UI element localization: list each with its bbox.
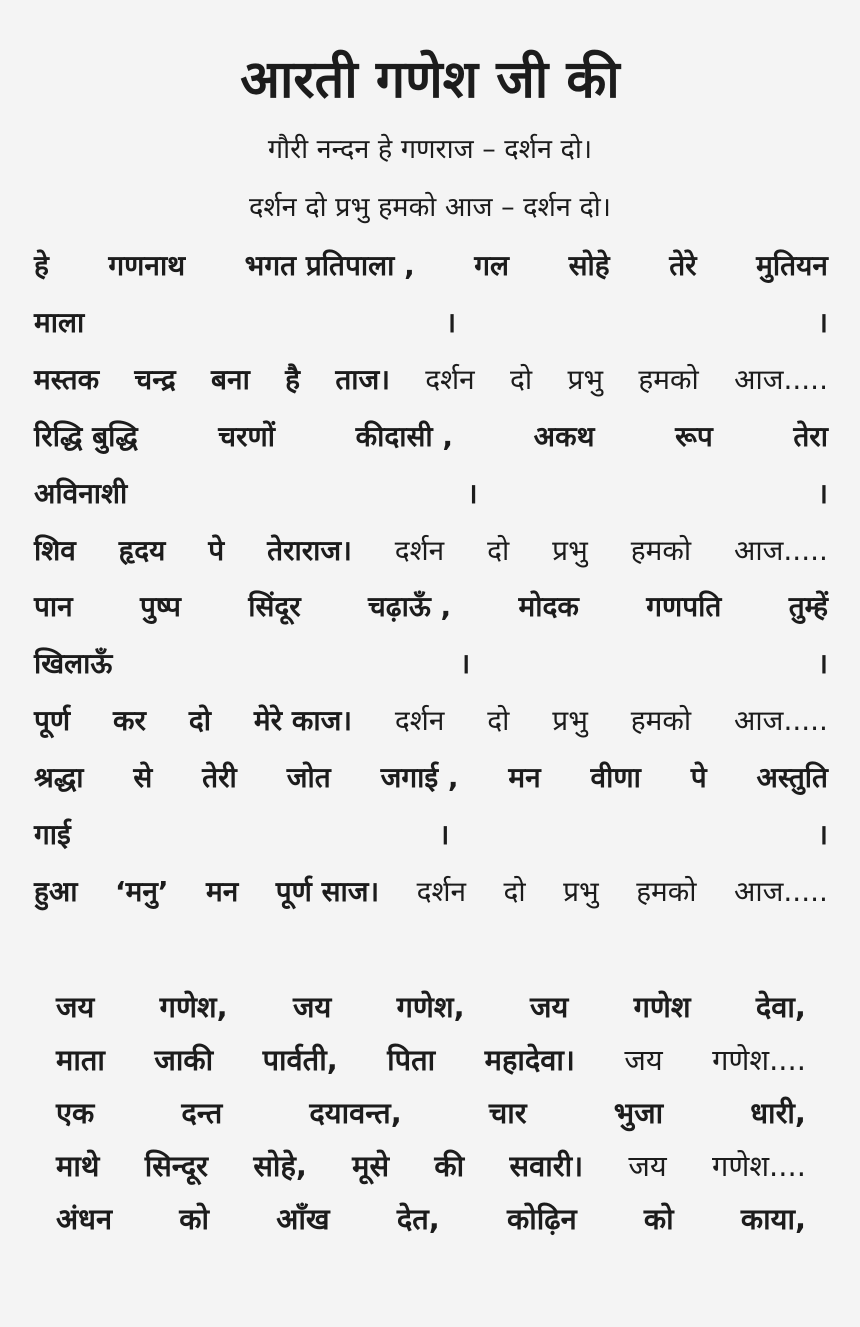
verse-word: पिता	[387, 1042, 436, 1077]
verse-word: माथे	[56, 1148, 100, 1183]
verse-word: ।	[817, 818, 828, 851]
verse-word: है	[285, 362, 301, 396]
verse-line	[34, 639, 828, 687]
verse-word: वीणा	[590, 761, 641, 795]
verse-word: जय	[56, 989, 95, 1024]
verse-word: हृदय	[118, 533, 166, 567]
verse-line	[34, 810, 828, 858]
verse-line	[34, 469, 828, 517]
verse-line	[34, 753, 828, 801]
verse-word: ‘मनु’	[114, 874, 169, 908]
verse-word: तेरा	[793, 419, 828, 453]
verse-word: हमको	[630, 533, 692, 567]
verse-word: गणेश....	[712, 1042, 806, 1077]
verse-word: पूर्ण साज।	[275, 874, 380, 908]
verse-word: तेरे	[669, 249, 697, 282]
verse-word: धारी,	[750, 1095, 806, 1130]
verse-word: तेराराज।	[267, 533, 352, 567]
verse-word: अंधन	[56, 1201, 113, 1236]
verse-word: मेरे काज।	[253, 704, 353, 738]
verse-word: गल	[474, 249, 510, 282]
verse-word: दर्शन	[394, 533, 445, 567]
verse-line	[34, 241, 828, 289]
verse-word: गणेश,	[159, 989, 228, 1024]
verse-word: माता	[56, 1042, 105, 1077]
verse-word: जोत	[286, 761, 331, 795]
verse-word: मूसे	[352, 1148, 390, 1183]
verse-word: मस्तक	[34, 362, 100, 396]
verse-word: महादेवा।	[484, 1042, 575, 1077]
verse-word: शिव	[34, 533, 76, 567]
verse-word: पूर्ण	[34, 704, 71, 738]
verse-word: काया,	[740, 1201, 806, 1236]
verse-word: पे	[208, 533, 225, 567]
verse-word: जय	[292, 989, 332, 1024]
verse-word: तुम्हें	[788, 590, 828, 624]
verse-line	[56, 1035, 806, 1083]
verse-word: ।	[817, 476, 828, 510]
verse-word: श्रद्धा	[34, 761, 84, 795]
verse-word: सोहे	[568, 249, 610, 282]
verse-word: आँख	[276, 1201, 330, 1236]
verse-word: गणेश....	[712, 1148, 806, 1183]
page-title: आरती गणेश जी की	[240, 50, 620, 110]
verse-word: को	[643, 1201, 674, 1236]
verse-word: अविनाशी	[34, 476, 128, 510]
verse-word: देत,	[396, 1201, 440, 1236]
verse-word: से	[133, 761, 153, 795]
verse-word: प्रभु	[552, 704, 588, 738]
verse-line	[34, 696, 828, 744]
verse-word: दो	[487, 533, 510, 567]
verse-line	[56, 1088, 806, 1136]
verse-word: ।	[459, 647, 471, 681]
verse-word: रिद्धि बुद्धि	[34, 419, 138, 453]
verse-word: हमको	[630, 704, 692, 738]
verse-word: पे	[690, 761, 707, 795]
verse-word: तेरी	[202, 761, 237, 795]
verse-word: हुआ	[34, 874, 78, 908]
verse-word: भगत प्रतिपाला ,	[244, 249, 415, 282]
verse-line	[34, 526, 828, 574]
verse-word: गणपति	[646, 590, 722, 624]
verse-word: प्रभु	[552, 533, 588, 567]
verse-word: कर	[113, 704, 147, 738]
verse-word: देवा,	[755, 989, 806, 1024]
verse-word: गणेश,	[396, 989, 465, 1024]
verse-word: बना	[211, 362, 250, 396]
verse-word: जय	[529, 989, 569, 1024]
verse-word: खिलाऊँ	[34, 647, 113, 681]
verse-word: अस्तुति	[756, 761, 828, 795]
verse-word: भुजा	[613, 1095, 664, 1130]
verse-word: दन्त	[181, 1095, 223, 1130]
verse-word: चरणों	[218, 419, 276, 453]
verse-word: दो	[188, 704, 212, 738]
verse-word: मुतियन	[756, 249, 828, 282]
verse-word: माला	[34, 305, 85, 339]
verse-word: मन	[508, 761, 541, 795]
verse-word: प्रभु	[563, 874, 599, 908]
verse-word: आज.....	[734, 362, 828, 396]
verse-word: दर्शन	[425, 362, 475, 396]
verse-line	[34, 355, 828, 403]
verse-word: चार	[488, 1095, 527, 1130]
verse-word: ।	[438, 818, 450, 851]
verse-word: सिन्दूर	[144, 1148, 209, 1183]
verse-word: पुष्प	[140, 590, 181, 624]
verse-word: रूप	[675, 419, 713, 453]
intro-line-2: दर्शन दो प्रभु हमको आज – दर्शन दो।	[248, 192, 612, 223]
verse-word: हमको	[636, 874, 697, 908]
verse-word: ।	[445, 305, 457, 339]
verse-word: कीदासी ,	[355, 419, 454, 453]
verse-word: गणनाथ	[108, 249, 186, 282]
verse-word: जय	[624, 1042, 663, 1077]
verse-word: को	[179, 1201, 210, 1236]
verse-word: जाकी	[154, 1042, 214, 1077]
verse-word: दो	[487, 704, 510, 738]
verse-word: दो	[503, 874, 526, 908]
verse-word: आज.....	[734, 874, 828, 908]
verse-word: दर्शन	[416, 874, 467, 908]
verse-line	[56, 1141, 806, 1189]
verse-word: आज.....	[734, 533, 828, 567]
verse-word: गणेश	[633, 989, 691, 1024]
verse-word: मोदक	[518, 590, 579, 624]
verse-line	[34, 412, 828, 460]
verse-word: ।	[817, 305, 828, 339]
verse-word: ताज।	[335, 362, 390, 396]
verse-word: अकथ	[533, 419, 595, 453]
verse-word: जय	[628, 1148, 667, 1183]
intro-line-1: गौरी नन्दन हे गणराज – दर्शन दो।	[267, 134, 593, 165]
verse-line	[34, 582, 828, 630]
verse-word: सवारी।	[509, 1148, 584, 1183]
verse-word: कोढ़िन	[506, 1201, 577, 1236]
verse-word: सिंदूर	[248, 590, 301, 624]
verse-word: ।	[467, 476, 478, 510]
verse-word: मन	[205, 874, 239, 908]
verse-word: पार्वती,	[262, 1042, 338, 1077]
verse-word: चन्द्र	[134, 362, 176, 396]
verse-word: दर्शन	[394, 704, 445, 738]
verse-word: गाई	[34, 818, 71, 851]
verse-line	[34, 298, 828, 346]
verse-word: ।	[817, 647, 828, 681]
verse-word: चढ़ाऊँ ,	[368, 590, 452, 624]
verse-word: हे	[34, 249, 49, 282]
verse-word: दो	[510, 362, 533, 396]
verse-word: एक	[56, 1095, 95, 1130]
verse-word: पान	[34, 590, 73, 624]
verse-word: सोहे,	[253, 1148, 307, 1183]
verse-line	[34, 867, 828, 915]
verse-word: जगाई ,	[380, 761, 459, 795]
verse-word: प्रभु	[567, 362, 604, 396]
verse-line	[56, 982, 806, 1030]
verse-word: आज.....	[734, 704, 828, 738]
verse-word: दयावन्त,	[309, 1095, 402, 1130]
verse-word: हमको	[638, 362, 699, 396]
verse-word: की	[434, 1148, 465, 1183]
verse-line	[56, 1194, 806, 1242]
